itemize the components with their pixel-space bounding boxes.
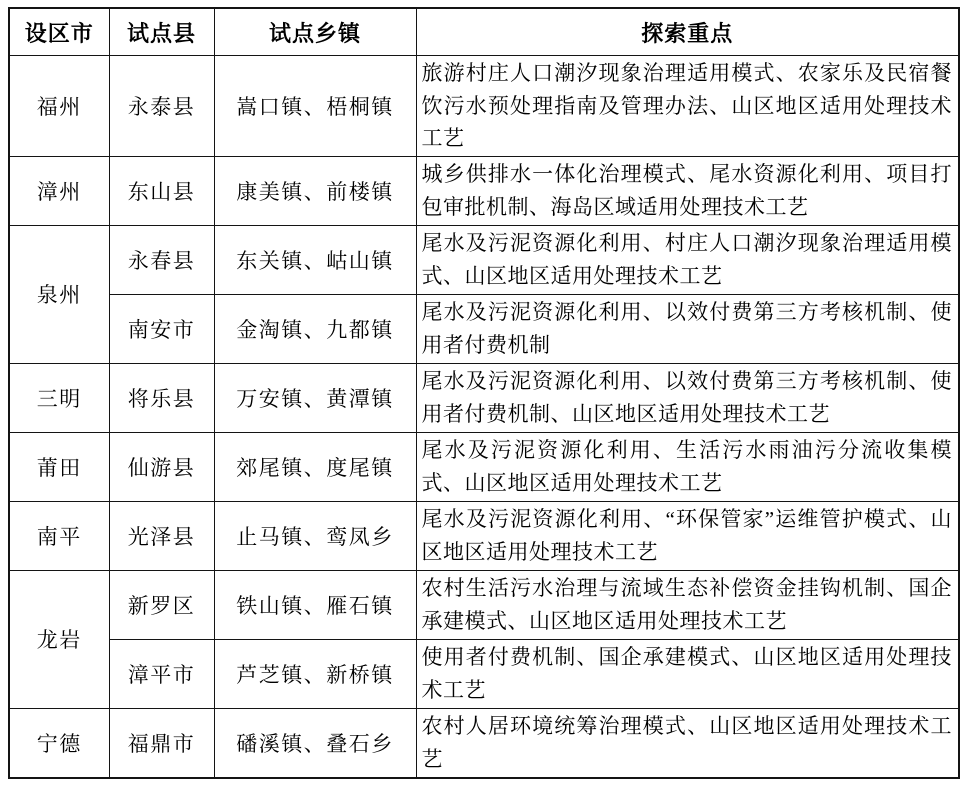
towns-cell: 金淘镇、九都镇	[214, 294, 416, 363]
towns-cell: 康美镇、前楼镇	[214, 156, 416, 225]
header-row	[9, 8, 959, 56]
table-row	[9, 294, 959, 363]
table-row	[9, 56, 959, 157]
focus-cell: 尾水及污泥资源化利用、生活污水雨油污分流收集模式、山区地区适用处理技术工艺	[416, 432, 959, 501]
focus-cell: 城乡供排水一体化治理模式、尾水资源化利用、项目打包审批机制、海岛区域适用处理技术工艺	[416, 156, 959, 225]
table-row	[9, 225, 959, 294]
table-row	[9, 363, 959, 432]
focus-cell: 旅游村庄人口潮汐现象治理适用模式、农家乐及民宿餐饮污水预处理指南及管理办法、山区地区适用处理技术工艺	[416, 56, 959, 157]
towns-cell: 嵩口镇、梧桐镇	[214, 56, 416, 157]
focus-cell: 使用者付费机制、国企承建模式、山区地区适用处理技术工艺	[416, 639, 959, 708]
header-focus: 探索重点	[416, 8, 959, 56]
city-cell: 宁德	[9, 708, 109, 778]
focus-cell: 农村生活污水治理与流域生态补偿资金挂钩机制、国企承建模式、山区地区适用处理技术工艺	[416, 570, 959, 639]
county-cell: 东山县	[109, 156, 214, 225]
county-cell: 南安市	[109, 294, 214, 363]
city-cell: 莆田	[9, 432, 109, 501]
county-cell: 将乐县	[109, 363, 214, 432]
table-row	[9, 639, 959, 708]
table-body	[9, 56, 959, 778]
table-row	[9, 156, 959, 225]
city-cell: 龙岩	[9, 570, 109, 708]
table-row	[9, 708, 959, 778]
focus-cell: 农村人居环境统筹治理模式、山区地区适用处理技术工艺	[416, 708, 959, 778]
table-row	[9, 432, 959, 501]
city-cell: 漳州	[9, 156, 109, 225]
towns-cell: 郊尾镇、度尾镇	[214, 432, 416, 501]
county-cell: 光泽县	[109, 501, 214, 570]
table-row	[9, 501, 959, 570]
header-city: 设区市	[9, 8, 109, 56]
focus-cell: 尾水及污泥资源化利用、以效付费第三方考核机制、使用者付费机制	[416, 294, 959, 363]
city-cell: 泉州	[9, 225, 109, 363]
pilot-townships-table	[8, 7, 960, 779]
county-cell: 仙游县	[109, 432, 214, 501]
towns-cell: 铁山镇、雁石镇	[214, 570, 416, 639]
county-cell: 永泰县	[109, 56, 214, 157]
focus-cell: 尾水及污泥资源化利用、村庄人口潮汐现象治理适用模式、山区地区适用处理技术工艺	[416, 225, 959, 294]
county-cell: 福鼎市	[109, 708, 214, 778]
header-county: 试点县	[109, 8, 214, 56]
towns-cell: 芦芝镇、新桥镇	[214, 639, 416, 708]
towns-cell: 磻溪镇、叠石乡	[214, 708, 416, 778]
focus-cell: 尾水及污泥资源化利用、“环保管家”运维管护模式、山区地区适用处理技术工艺	[416, 501, 959, 570]
city-cell: 福州	[9, 56, 109, 157]
header-towns: 试点乡镇	[214, 8, 416, 56]
focus-cell: 尾水及污泥资源化利用、以效付费第三方考核机制、使用者付费机制、山区地区适用处理技术工艺	[416, 363, 959, 432]
city-cell: 三明	[9, 363, 109, 432]
city-cell: 南平	[9, 501, 109, 570]
county-cell: 漳平市	[109, 639, 214, 708]
table-row	[9, 570, 959, 639]
towns-cell: 万安镇、黄潭镇	[214, 363, 416, 432]
county-cell: 永春县	[109, 225, 214, 294]
county-cell: 新罗区	[109, 570, 214, 639]
towns-cell: 东关镇、岵山镇	[214, 225, 416, 294]
towns-cell: 止马镇、鸾凤乡	[214, 501, 416, 570]
